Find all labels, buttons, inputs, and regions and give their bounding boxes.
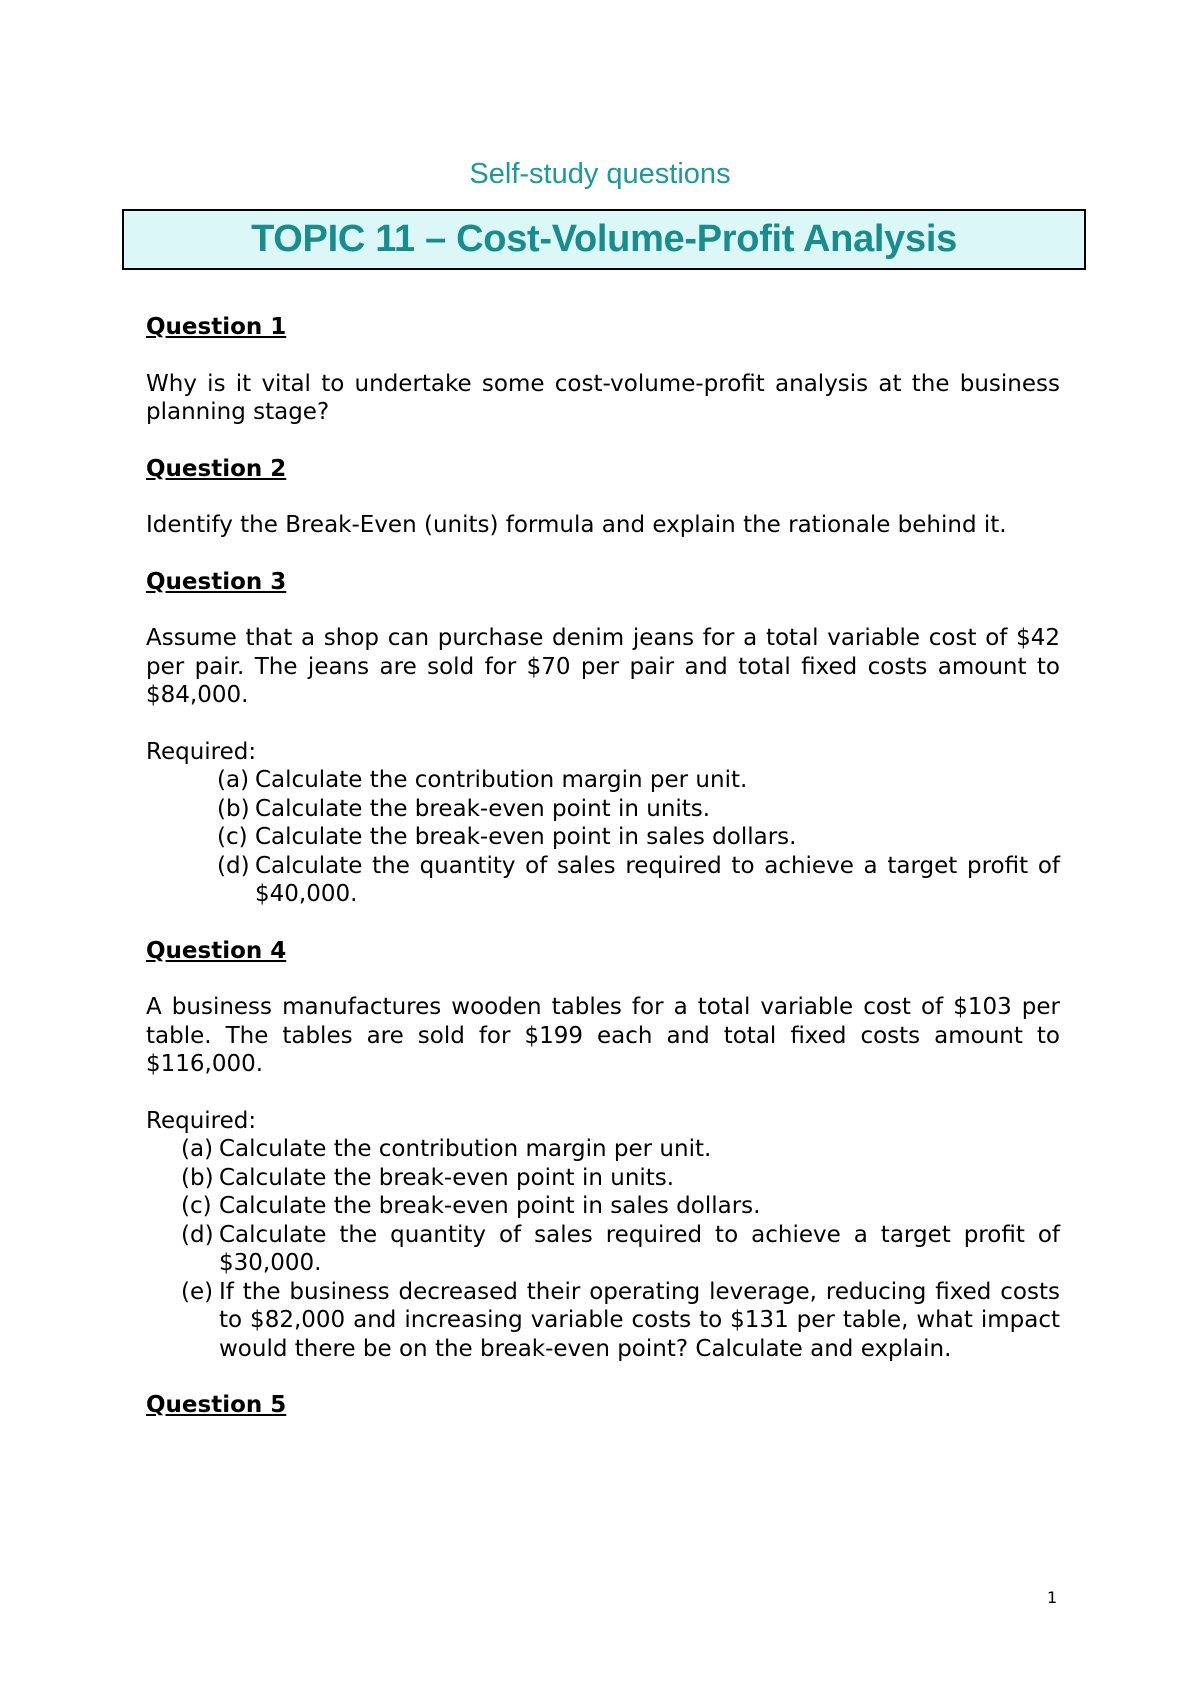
list-item: [181, 1221, 1060, 1278]
list-item: [217, 766, 1060, 795]
item-text: Calculate the break-even point in units.: [255, 795, 711, 822]
list-item: [217, 823, 1060, 852]
item-label: (c): [217, 824, 248, 850]
item-text: Calculate the contribution margin per unit.: [219, 1136, 712, 1162]
question-heading: Question 4: [146, 937, 287, 964]
page-number: 1: [1047, 1588, 1058, 1607]
questions-content: [146, 313, 1060, 1448]
topic-title: TOPIC 11 – Cost-Volume-Profit Analysis: [251, 218, 957, 260]
page-subtitle: Self-study questions: [469, 158, 731, 190]
question-text: Identify the Break-Even (units) formula and explain the rationale behind it.: [146, 512, 1007, 538]
required-label: Required:: [146, 1107, 257, 1134]
item-text: Calculate the quantity of sales required to achieve a target profit of $30,000.: [219, 1221, 1060, 1276]
item-text: Calculate the contribution margin per unit.: [255, 767, 748, 793]
question-text: Assume that a shop can purchase denim jeans for a total variable cost of $42 per pair. The jeans are sold for $70 per pair and total fixed costs amount to $84,000.: [146, 625, 1060, 708]
item-label: (c): [181, 1193, 212, 1219]
required-list: [146, 766, 1060, 909]
item-text: Calculate the break-even point in sales dollars.: [255, 824, 797, 850]
question-text: A business manufactures wooden tables for a total variable cost of $103 per table. The tables are sold for $199 each and total fixed costs amount to $116,000.: [146, 994, 1060, 1077]
list-item: [181, 1278, 1060, 1364]
item-text: Calculate the break-even point in units.: [219, 1164, 675, 1191]
question-5: [146, 1391, 1060, 1420]
question-2: [146, 455, 1060, 540]
item-text: If the business decreased their operating leverage, reducing fixed costs to $82,000 and increasing variable costs to $131 per table, what impact would there be on the break-even point? Calculate and explain.: [219, 1278, 1060, 1362]
item-label: (a): [181, 1136, 214, 1162]
list-item: [217, 852, 1060, 909]
question-heading: Question 3: [146, 568, 287, 595]
item-label: (b): [181, 1164, 214, 1191]
question-heading: Question 5: [146, 1392, 287, 1418]
question-heading: Question 1: [146, 314, 287, 340]
topic-banner: [122, 209, 1086, 270]
list-item: [181, 1135, 1060, 1164]
item-text: Calculate the break-even point in sales dollars.: [219, 1193, 761, 1219]
item-label: (e): [181, 1278, 214, 1305]
question-4: [146, 937, 1060, 1364]
item-label: (d): [217, 852, 250, 879]
item-label: (a): [217, 767, 250, 793]
item-label: (b): [217, 795, 250, 822]
required-list: [146, 1135, 1060, 1363]
list-item: [217, 795, 1060, 824]
item-label: (d): [181, 1221, 214, 1248]
list-item: [181, 1164, 1060, 1193]
required-label: Required:: [146, 738, 257, 765]
item-text: Calculate the quantity of sales required to achieve a target profit of $40,000.: [255, 852, 1060, 907]
list-item: [181, 1192, 1060, 1221]
question-1: [146, 313, 1060, 427]
question-text: Why is it vital to undertake some cost-volume-profit analysis at the business planning stage?: [146, 370, 1060, 425]
question-3: [146, 568, 1060, 909]
question-heading: Question 2: [146, 455, 287, 482]
